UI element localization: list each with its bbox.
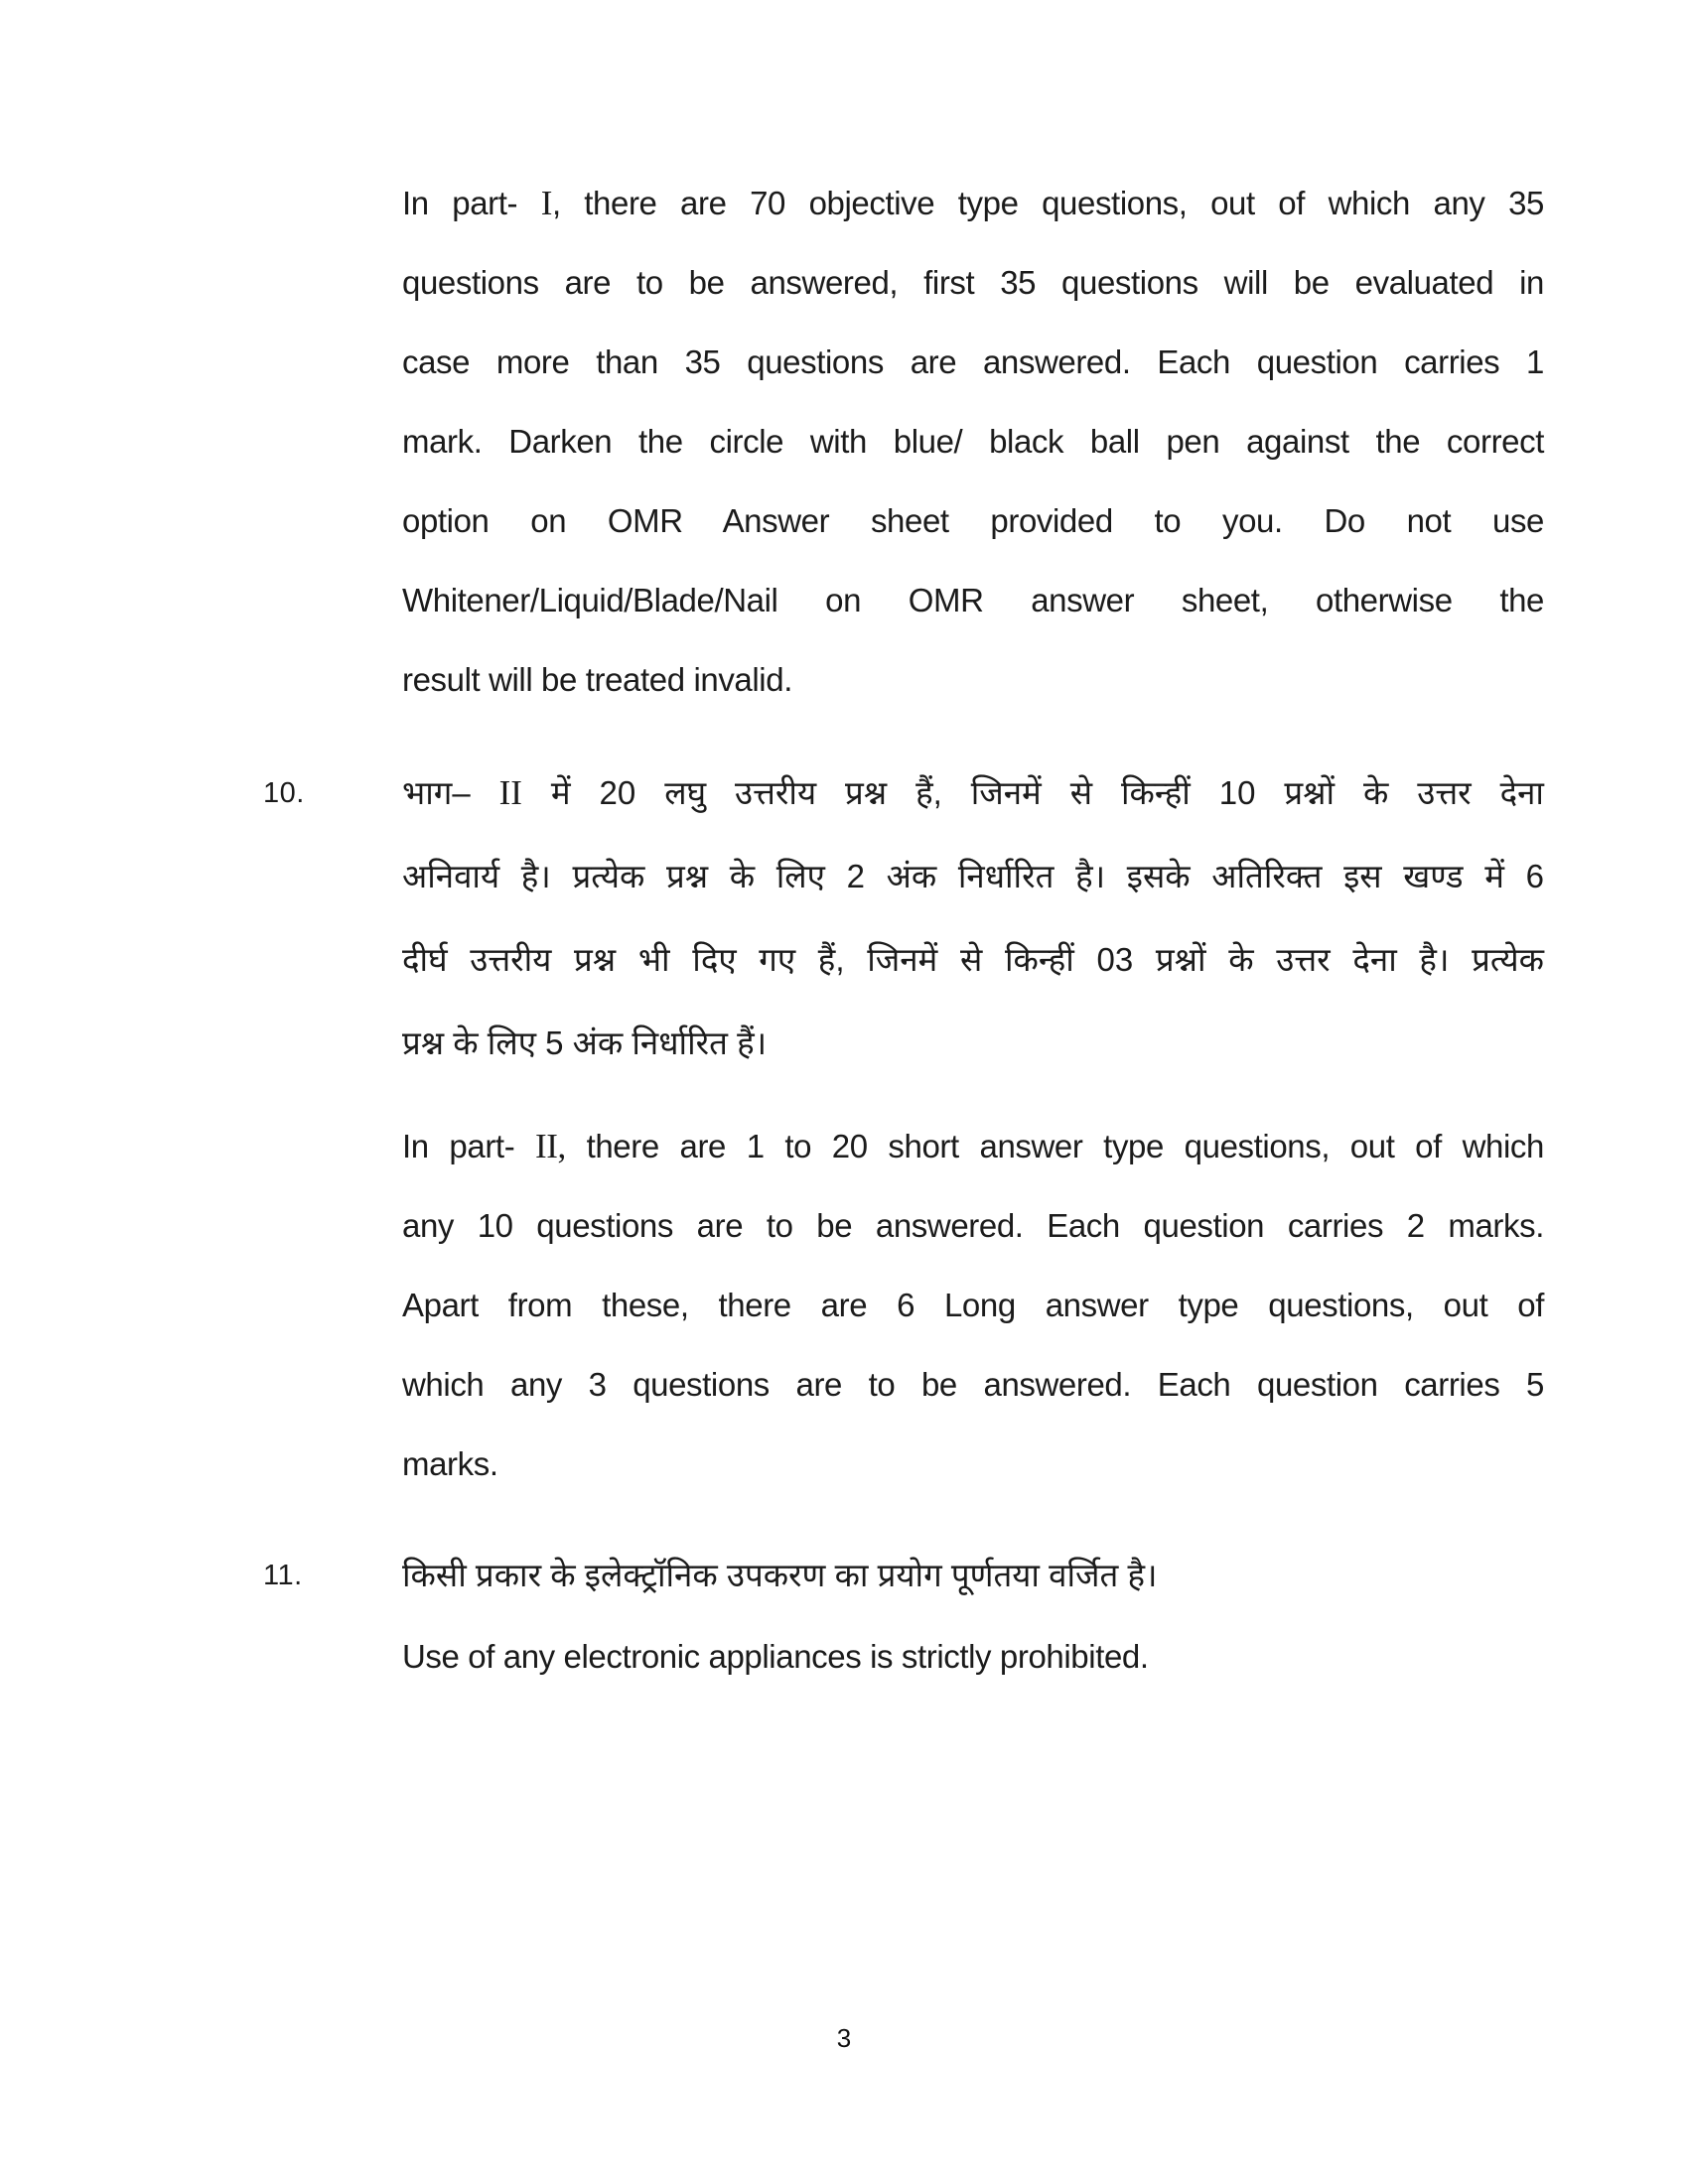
item-number: 10. (263, 777, 305, 809)
item10-hindi-paragraph (402, 751, 1544, 1085)
part1-english-paragraph (402, 164, 1544, 720)
line-text: In part- (402, 1128, 535, 1164)
paragraph-line: which any 3 questions are to be answered. Each question carries 5 (402, 1366, 1544, 1403)
roman-numeral: II (498, 773, 522, 812)
paragraph-line (402, 164, 1544, 243)
paragraph-line: Whitener/Liquid/Blade/Nail on OMR answer sheet, otherwise the (402, 582, 1544, 618)
paragraph-line (402, 1107, 1544, 1186)
paragraph-line: Apart from these, there are 6 Long answer type questions, out of (402, 1287, 1544, 1323)
instruction-part1-english (263, 164, 1544, 720)
paragraph-line: mark. Darken the circle with blue/ black ball pen against the correct (402, 423, 1544, 460)
roman-numeral: I (540, 184, 552, 222)
paragraph-line: प्रश्न के लिए 5 अंक निर्धारित हैं। (402, 1024, 768, 1061)
paragraph-line: marks. (402, 1445, 498, 1482)
line-text: there are 1 to 20 short answer type questions, out of which (565, 1128, 1544, 1164)
line-text: , there are 70 objective type questions, out of which any 35 (551, 185, 1544, 221)
paragraph-line: option on OMR Answer sheet provided to you. Do not use (402, 502, 1544, 539)
paragraph-line: case more than 35 questions are answered. Each question carries 1 (402, 343, 1544, 380)
line-text: भाग– (402, 774, 499, 811)
paragraph-line: किसी प्रकार के इलेक्ट्रॉनिक उपकरण का प्रयोग पूर्णतया वर्जित है। (402, 1557, 1158, 1593)
roman-numeral: II, (535, 1127, 566, 1165)
line-text: In part- (402, 185, 541, 221)
item11-paragraphs (402, 1534, 1544, 1697)
item-number: 11. (263, 1560, 303, 1591)
instruction-item-10-english (263, 1107, 1544, 1504)
item10-english-paragraph (402, 1107, 1544, 1504)
paragraph-line: दीर्घ उत्तरीय प्रश्न भी दिए गए हैं, जिनमें से किन्हीं 03 प्रश्नों के उत्तर देना है। प्रत्येक (402, 941, 1544, 978)
line-text: में 20 लघु उत्तरीय प्रश्न हैं, जिनमें से किन्हीं 10 प्रश्नों के उत्तर देना (521, 774, 1544, 811)
paragraph-line: Use of any electronic appliances is strictly prohibited. (402, 1638, 1149, 1675)
instruction-item-11 (263, 1534, 1544, 1697)
paragraph-line (402, 751, 1544, 835)
paragraph-line: result will be treated invalid. (402, 661, 792, 698)
paragraph-line: अनिवार्य है। प्रत्येक प्रश्न के लिए 2 अंक निर्धारित है। इसके अतिरिक्त इस खण्ड में 6 (402, 858, 1544, 894)
paragraph-line: any 10 questions are to be answered. Each question carries 2 marks. (402, 1207, 1544, 1244)
page-number: 3 (836, 2023, 852, 2053)
instruction-item-10-hindi (263, 751, 1544, 1085)
paragraph-line: questions are to be answered, first 35 questions will be evaluated in (402, 264, 1544, 301)
